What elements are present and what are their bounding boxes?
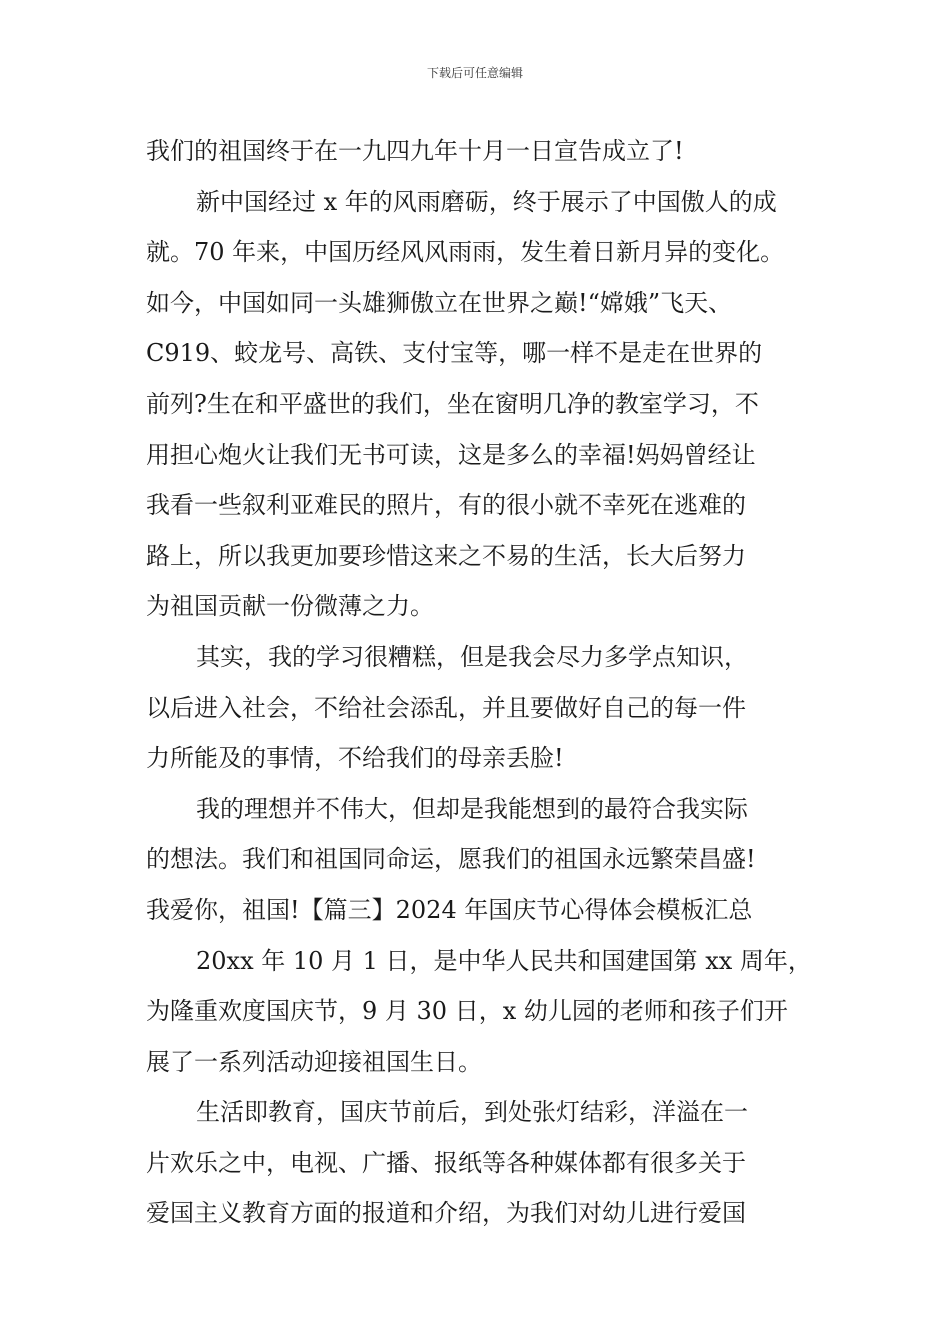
text-line: 片欢乐之中，电视、广播、报纸等各种媒体都有很多关于 <box>146 1148 746 1177</box>
text-line: 展了一系列活动迎接祖国生日。 <box>146 1047 482 1076</box>
text-line: 力所能及的事情，不给我们的母亲丢脸! <box>146 744 564 773</box>
text-line: 为隆重欢度国庆节，9 月 30 日，x 幼儿园的老师和孩子们开 <box>146 997 788 1026</box>
text-line: 以后进入社会，不给社会添乱，并且要做好自己的每一件 <box>146 693 746 722</box>
text-line: 如今，中国如同一头雄狮傲立在世界之巅!“嫦娥”飞天、 <box>146 288 733 317</box>
text-line: 我们的祖国终于在一九四九年十月一日宣告成立了! <box>146 137 684 165</box>
text-line: C919、蛟龙号、高铁、支付宝等，哪一样不是走在世界的 <box>146 339 763 368</box>
text-line: 的想法。我们和祖国同命运，愿我们的祖国永远繁荣昌盛! <box>146 845 756 874</box>
text-line: 路上，所以我更加要珍惜这来之不易的生活，长大后努力 <box>146 541 746 570</box>
text-line: 前列?生在和平盛世的我们，坐在窗明几净的教室学习，不 <box>146 389 759 418</box>
text-line: 20xx 年 10 月 1 日，是中华人民共和国建国第 xx 周年， <box>196 946 812 975</box>
text-line: 为祖国贡献一份微薄之力。 <box>146 592 434 621</box>
text-line: 我的理想并不伟大，但却是我能想到的最符合我实际 <box>196 794 748 823</box>
text-line: 其实，我的学习很糟糕，但是我会尽力多学点知识， <box>196 642 748 671</box>
text-line: 生活即教育，国庆节前后，到处张灯结彩，洋溢在一 <box>196 1098 748 1127</box>
text-line: 新中国经过 x 年的风雨磨砺，终于展示了中国傲人的成 <box>196 187 777 216</box>
text-line: 就。70 年来，中国历经风风雨雨，发生着日新月异的变化。 <box>146 238 785 267</box>
document-body <box>146 126 826 1239</box>
page-header: 下载后可任意编辑 <box>426 66 523 80</box>
text-line: 爱国主义教育方面的报道和介绍，为我们对幼儿进行爱国 <box>146 1199 746 1228</box>
text-line: 用担心炮火让我们无书可读，这是多么的幸福!妈妈曾经让 <box>146 440 756 469</box>
text-line: 我看一些叙利亚难民的照片，有的很小就不幸死在逃难的 <box>146 491 746 520</box>
text-line: 我爱你，祖国!【篇三】2024 年国庆节心得体会模板汇总 <box>146 895 753 924</box>
